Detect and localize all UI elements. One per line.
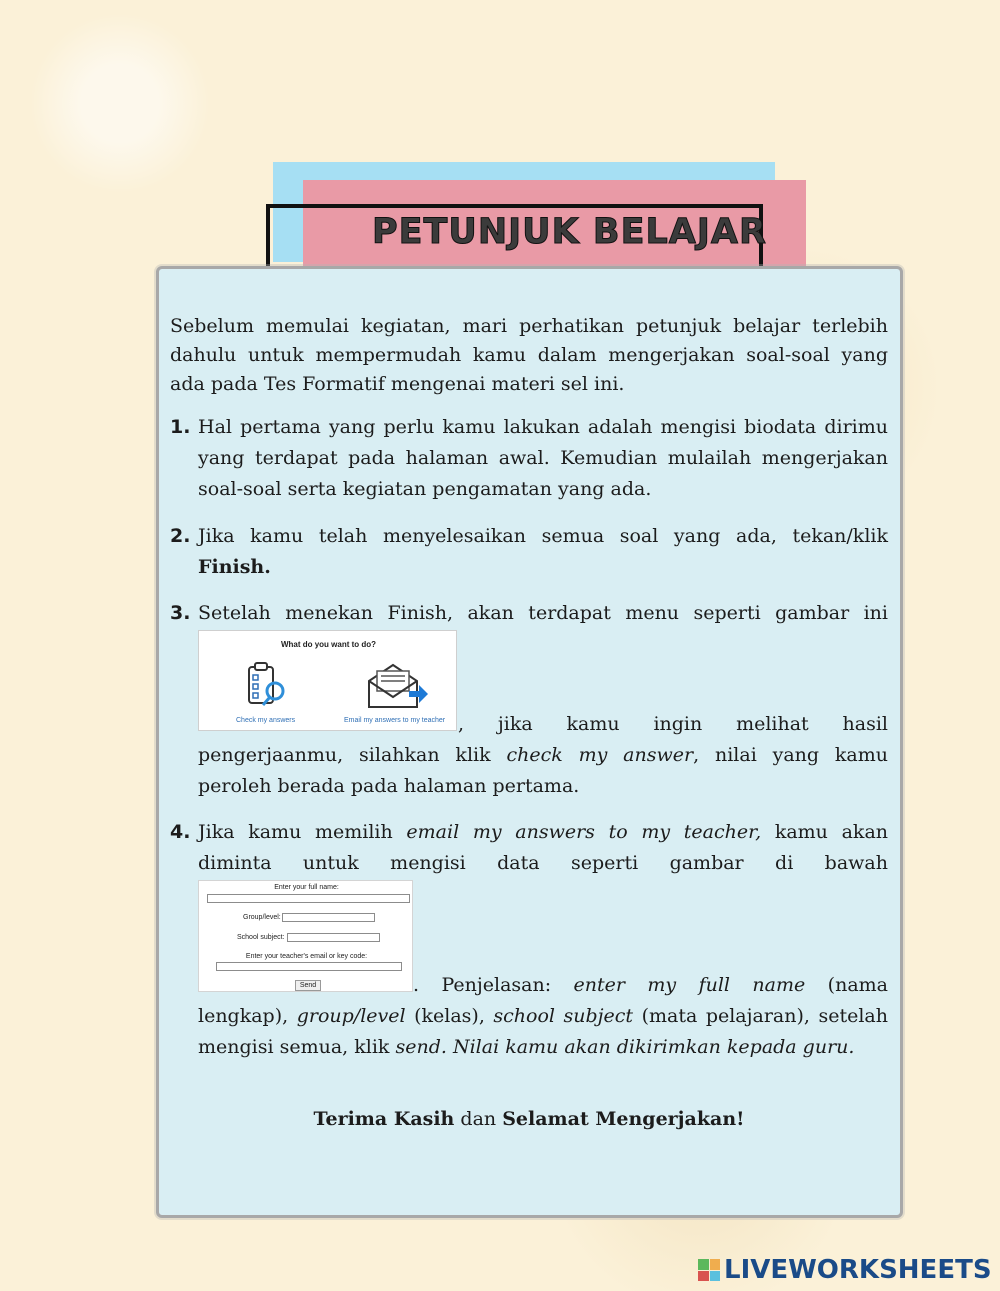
logo-text: LIVEWORKSHEETS (724, 1255, 992, 1285)
step-number: 4. (170, 821, 191, 843)
subject-label: School subject: (237, 934, 285, 941)
subject-field (287, 933, 380, 942)
step-text: . Penjelasan: (413, 974, 552, 996)
closing-connector: dan (460, 1108, 497, 1130)
step-text-after-image: , jika kamu ingin melihat hasil (458, 713, 888, 735)
step-2 (170, 521, 888, 583)
good-luck-text: Selamat Mengerjakan! (502, 1108, 745, 1130)
clipboard-icon (243, 661, 291, 713)
school-subject-term: school subject (493, 1005, 634, 1027)
liveworksheets-logo[interactable] (698, 1256, 992, 1284)
group-level-term: group/level (296, 1005, 406, 1027)
thanks-text: Terima Kasih (313, 1108, 455, 1130)
step-3-rest (198, 740, 888, 802)
step-3-after-image (458, 709, 888, 740)
step-text: (mata pelajaran), setelah mengisi semua, klik (198, 1005, 888, 1058)
full-name-label: Enter your full name: (274, 884, 339, 891)
closing-line (170, 1108, 888, 1130)
step-text: Hal pertama yang perlu kamu lakukan adalah mengisi biodata dirimu yang terdapat pada halaman awal. Kemudian mulailah mengerjakan soal-soal serta kegiatan pengamatan yang ada. (198, 416, 888, 500)
step-text: Jika kamu memilih (198, 821, 393, 843)
step-4 (170, 817, 888, 879)
menu-screenshot (198, 630, 457, 731)
intro-paragraph: Sebelum memulai kegiatan, mari perhatikan petunjuk belajar terlebih dahulu untuk mempermudah kamu dalam mengerjakan soal-soal yang ada pada Tes Formatif mengenai materi sel ini. (170, 315, 888, 395)
step-text: (kelas), (414, 1005, 485, 1027)
logo-icon (698, 1259, 720, 1281)
page-title: PETUNJUK BELAJAR (372, 212, 767, 252)
step-number: 1. (170, 416, 191, 438)
email-teacher-label: Email my answers to my teacher (344, 717, 446, 724)
step-4-after-image (413, 970, 888, 1001)
step-text-line2: diminta untuk mengisi data seperti gambar di bawah (198, 852, 888, 874)
group-field (282, 913, 375, 922)
check-answers-label: Check my answers (236, 717, 296, 724)
teacher-email-label: Enter your teacher's email or key code: (245, 953, 368, 960)
group-label: Group/level: (243, 914, 281, 921)
step-text: lengkap), (198, 1005, 289, 1027)
step-number: 2. (170, 525, 191, 547)
step-text: Jika kamu telah menyelesaikan semua soal yang ada, tekan/klik (198, 525, 888, 547)
step-text: kamu akan (774, 821, 889, 843)
step-text-line1: Setelah menekan Finish, akan terdapat menu seperti gambar ini (198, 602, 888, 624)
full-name-field (207, 894, 410, 903)
step-text: pengerjaanmu, silahkan klik (198, 744, 491, 766)
menu-question: What do you want to do? (280, 640, 377, 649)
step-number: 3. (170, 602, 191, 624)
check-my-answer-term: check my answer (506, 744, 694, 766)
step-text: (nama (827, 974, 888, 996)
step-1 (170, 412, 888, 505)
full-name-term: enter my full name (573, 974, 806, 996)
teacher-email-field (216, 962, 402, 971)
step-3 (170, 598, 888, 629)
step-text: , nilai yang kamu peroleh berada pada halaman pertama. (198, 744, 889, 797)
finish-keyword: Finish. (198, 556, 271, 578)
send-term: send. Nilai kamu akan dikirimkan kepada guru. (395, 1036, 855, 1058)
send-button: Send (295, 980, 321, 991)
step-4-rest (198, 1001, 888, 1063)
email-send-icon (365, 661, 429, 713)
form-screenshot (198, 880, 413, 992)
email-term: email my answers to my teacher, (406, 821, 762, 843)
